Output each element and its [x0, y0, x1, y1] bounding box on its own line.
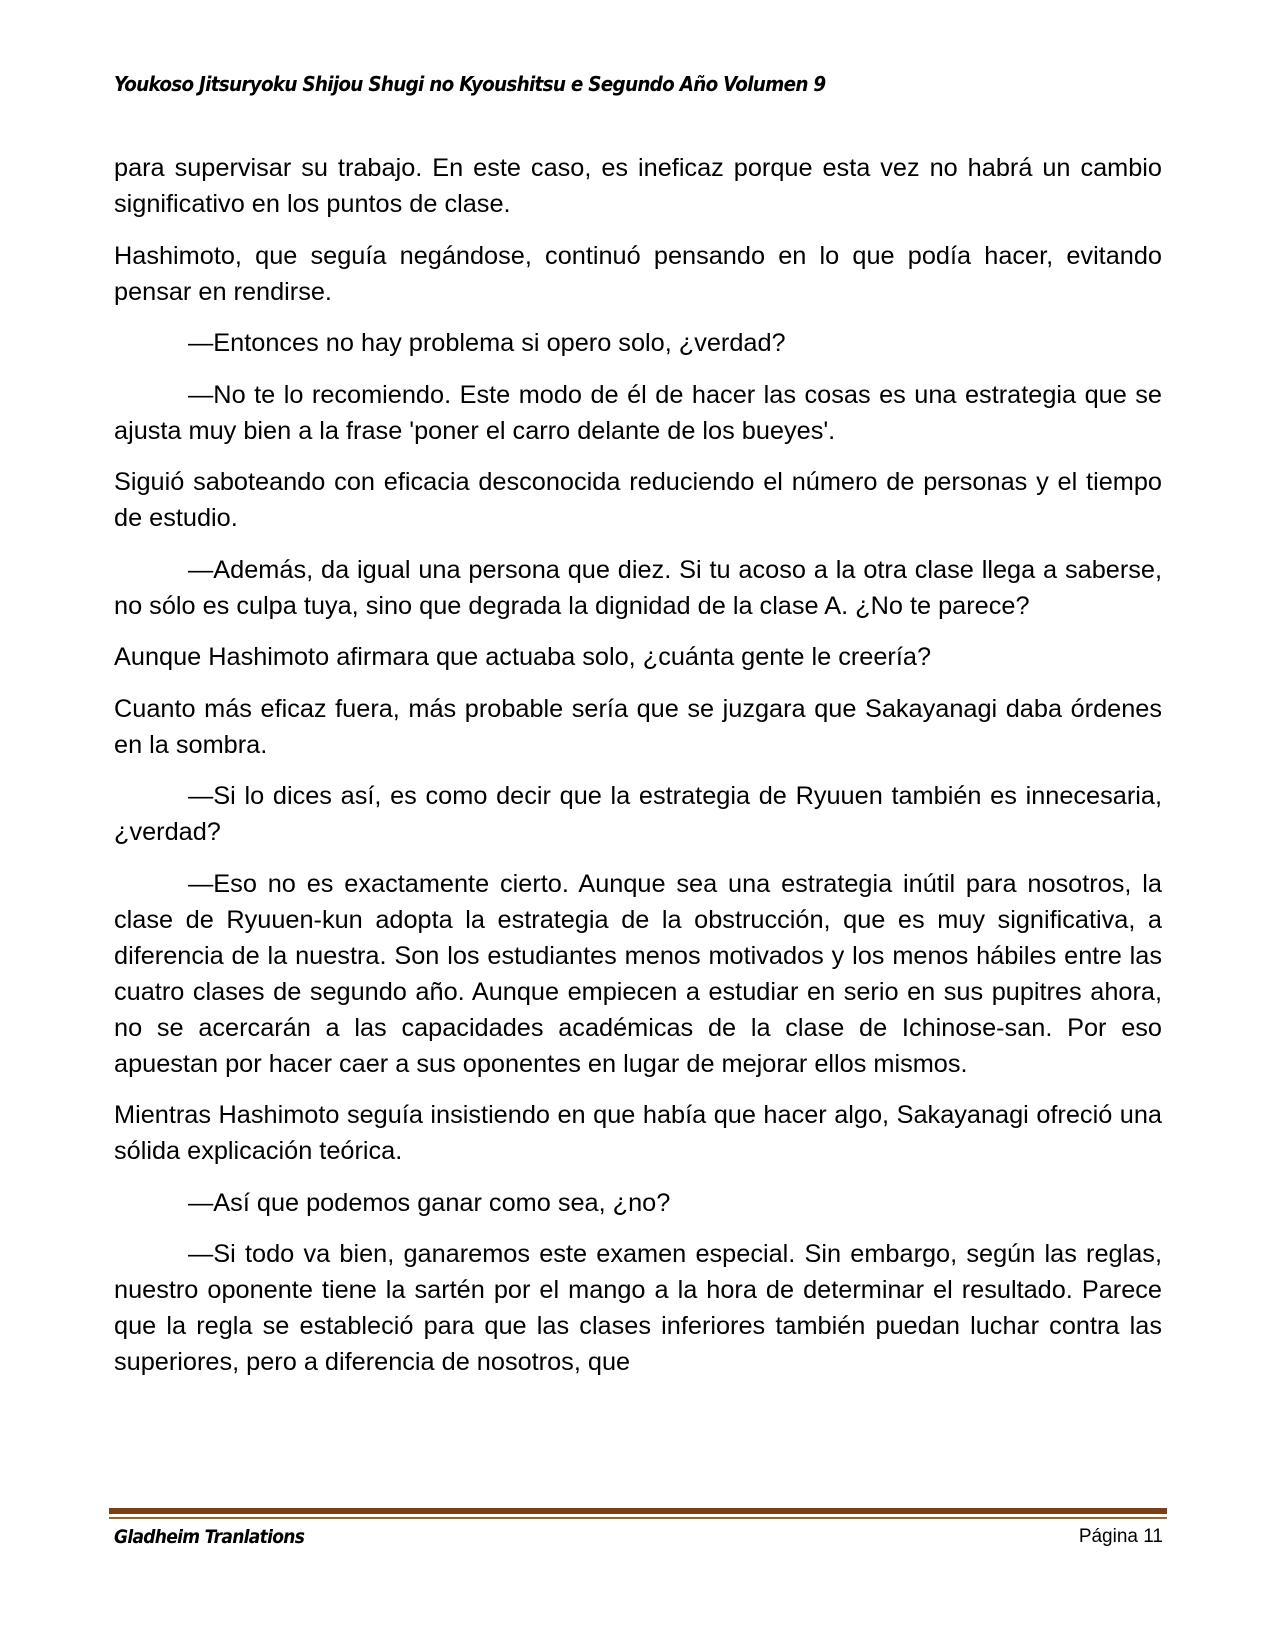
page-body — [114, 150, 1162, 1396]
page-label: Página — [1078, 1526, 1138, 1547]
paragraph: Cuanto más eficaz fuera, más probable sería que se juzgara que Sakayanagi daba órdenes en la sombra. — [114, 694, 1162, 759]
dialogue-paragraph: —No te lo recomiendo. Este modo de él de hacer las cosas es una estrategia que se ajusta muy bien a la frase 'poner el carro delante de los bueyes'. — [114, 380, 1162, 445]
page-number — [1079, 1526, 1163, 1548]
footer-credit: Gladheim Tranlations — [114, 1526, 305, 1548]
footer-rule-thin — [109, 1517, 1167, 1519]
paragraph: Siguió saboteando con eficacia desconocida reduciendo el número de personas y el tiempo de estudio. — [114, 468, 1162, 532]
dialogue-paragraph: —Así que podemos ganar como sea, ¿no? — [188, 1188, 671, 1217]
dialogue-paragraph: —Entonces no hay problema si opero solo, ¿verdad? — [188, 329, 786, 357]
page-number-value: 11 — [1143, 1526, 1163, 1547]
dialogue-paragraph: —Eso no es exactamente cierto. Aunque sea una estrategia inútil para nosotros, la clase de Ryuuen-kun adopta la estrategia de la obstrucción, que es muy significativa, a diferencia de la nuestra. Son los estudiantes menos motivados y los menos hábiles entre las cuatro clases de segundo año. Aunque empiecen a estudiar en serio en sus pupitres ahora, no se acercarán a las capacidades académicas de la clase de Ichinose-san. Por eso apuestan por hacer caer a sus oponentes en lugar de mejorar ellos mismos. — [114, 869, 1162, 1078]
paragraph: para supervisar su trabajo. En este caso, es ineficaz porque esta vez no habrá un cambio significativo en los puntos de clase. — [114, 154, 1162, 218]
running-header: Youkoso Jitsuryoku Shijou Shugi no Kyoushitsu e Segundo Año Volumen 9 — [114, 72, 826, 96]
dialogue-paragraph: —Si todo va bien, ganaremos este examen especial. Sin embargo, según las reglas, nuestro oponente tiene la sartén por el mango a la hora de determinar el resultado. Parece que la regla se estableció para que las clases inferiores también puedan luchar contra las superiores, pero a diferencia de nosotros, que — [114, 1240, 1162, 1376]
dialogue-paragraph: —Si lo dices así, es como decir que la estrategia de Ryuuen también es innecesaria, ¿verdad? — [114, 782, 1162, 846]
dialogue-paragraph: —Además, da igual una persona que diez. Si tu acoso a la otra clase llega a saberse, no sólo es culpa tuya, sino que degrada la dignidad de la clase A. ¿No te parece? — [114, 555, 1162, 620]
paragraph: Aunque Hashimoto afirmara que actuaba solo, ¿cuánta gente le creería? — [114, 643, 932, 671]
paragraph: Hashimoto, que seguía negándose, continuó pensando en lo que podía hacer, evitando pensar en rendirse. — [114, 241, 1162, 306]
footer-rule — [109, 1508, 1167, 1514]
paragraph: Mientras Hashimoto seguía insistiendo en que había que hacer algo, Sakayanagi ofreció una sólida explicación teórica. — [114, 1101, 1162, 1165]
